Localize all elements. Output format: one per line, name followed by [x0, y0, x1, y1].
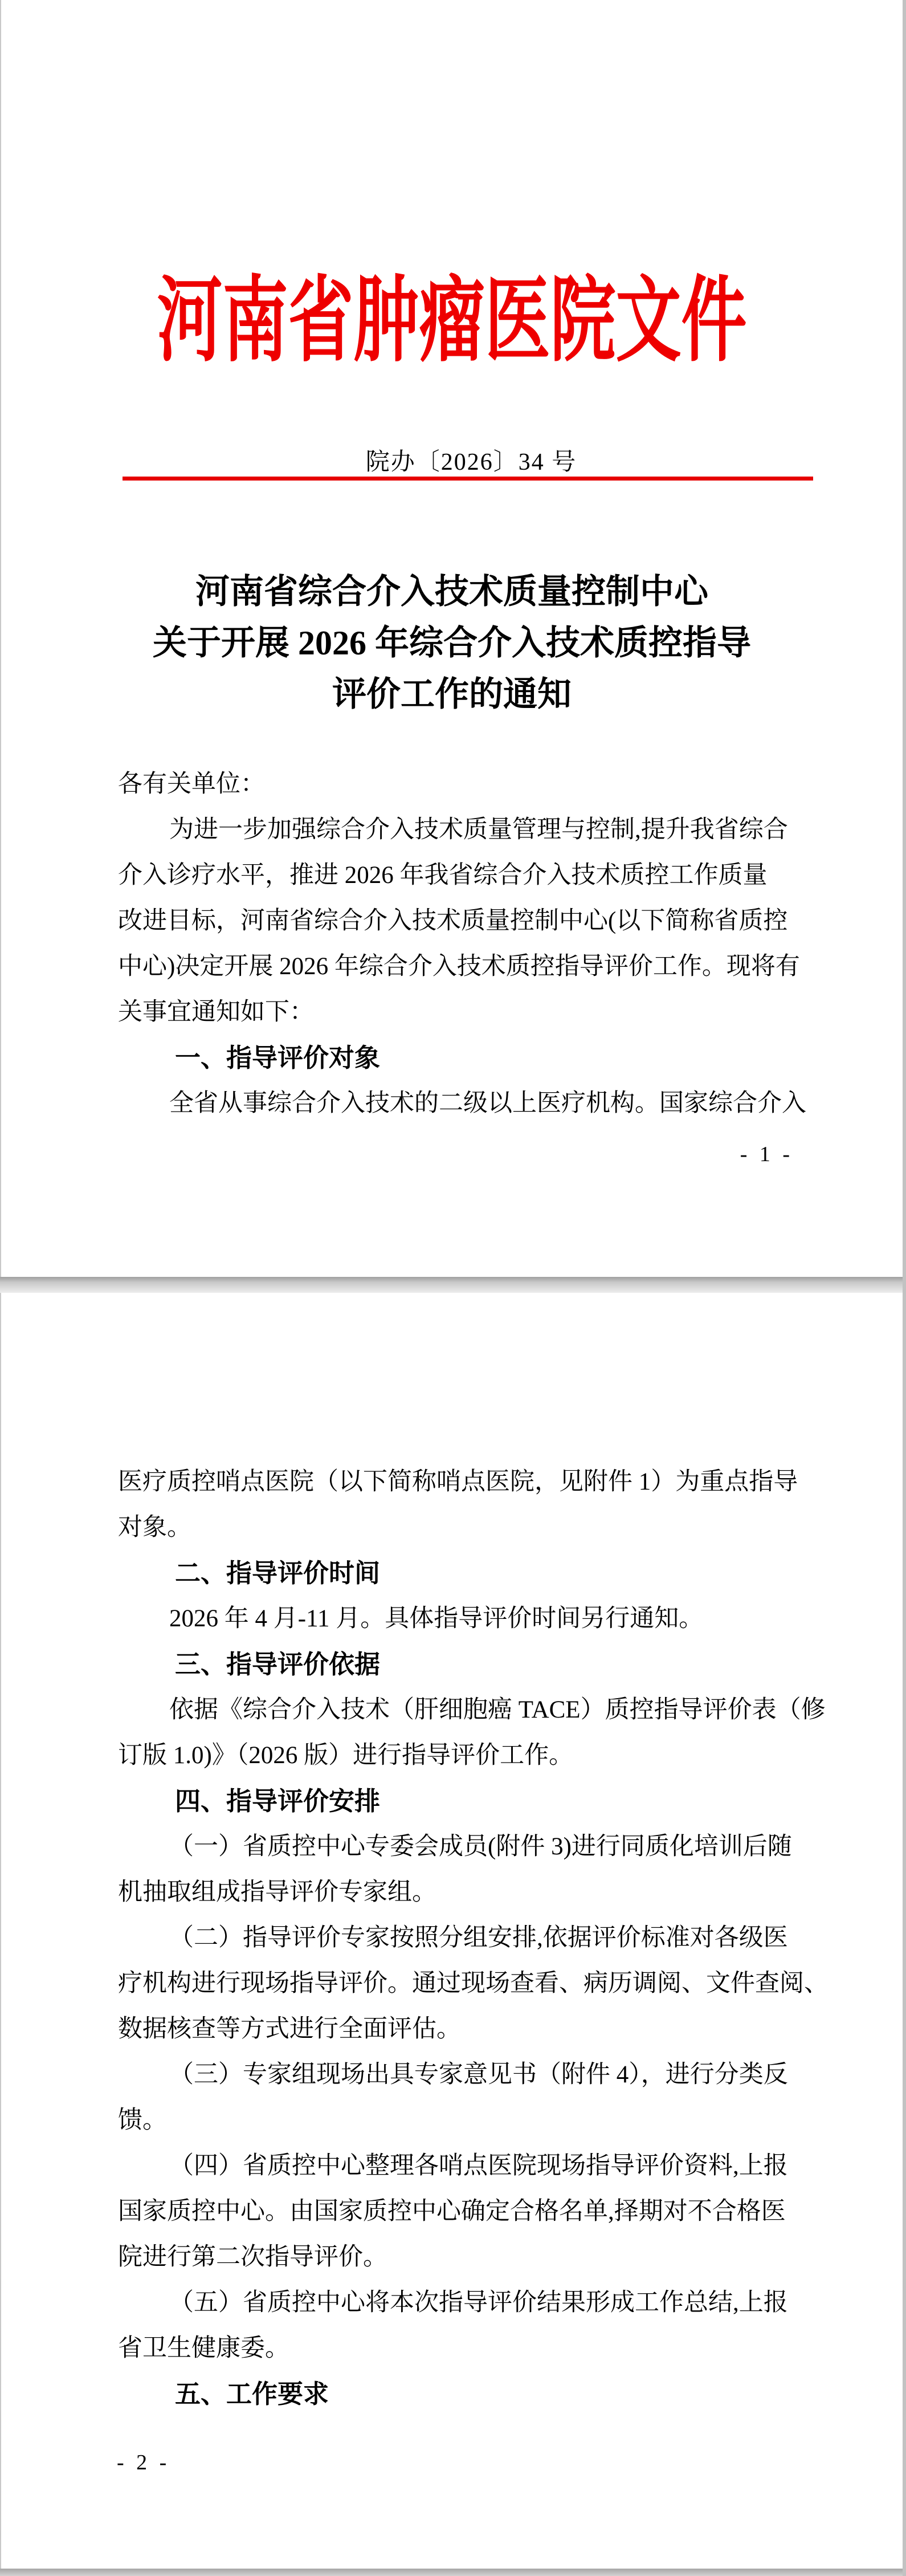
document-page-2	[1, 1293, 903, 2569]
letterhead-red-title: 河南省肿瘤医院文件	[157, 270, 747, 373]
body-line: 2026 年 4 月-11 月。具体指导评价时间另行通知。	[169, 1605, 704, 1632]
document-number: 院办〔2026〕34 号	[365, 449, 577, 475]
section-heading-3: 三、指导评价依据	[175, 1650, 381, 1679]
page2-body-text	[118, 1459, 829, 2417]
body-line: 依据《综合介入技术（肝细胞癌 TACE）质控指导评价表（修	[169, 1696, 826, 1723]
section-heading-5: 五、工作要求	[175, 2379, 329, 2408]
body-line: 馈。	[118, 2107, 167, 2134]
body-line: 改进目标，河南省综合介入技术质量控制中心(以下简称省质控	[118, 907, 788, 934]
document-page-1	[1, 0, 903, 1277]
page-number-1: - 1 -	[740, 1142, 793, 1166]
body-line: （二）指导评价专家按照分组安排,依据评价标准对各级医	[169, 1924, 788, 1951]
body-line: 疗机构进行现场指导评价。通过现场查看、病历调阅、文件查阅、	[118, 1970, 829, 1997]
body-line: 介入诊疗水平，推进 2026 年我省综合介入技术质控工作质量	[118, 862, 768, 889]
body-line: 国家质控中心。由国家质控中心确定合格名单,择期对不合格医	[118, 2198, 786, 2225]
section-heading-1: 一、指导评价对象	[175, 1043, 381, 1072]
body-line: 关事宜通知如下：	[118, 999, 314, 1025]
right-background-edge	[903, 0, 906, 2576]
body-line: 机抽取组成指导评价专家组。	[118, 1879, 436, 1906]
red-separator-line	[123, 477, 813, 481]
body-line: 医疗质控哨点医院（以下简称哨点医院，见附件 1）为重点指导	[118, 1468, 798, 1495]
body-line: （五）省质控中心将本次指导评价结果形成工作总结,上报	[169, 2289, 788, 2316]
notice-title	[1, 566, 903, 720]
body-line: 为进一步加强综合介入技术质量管理与控制,提升我省综合	[169, 816, 788, 843]
page-gap-shadow	[0, 1277, 906, 1293]
page-number-2: - 2 -	[117, 2451, 170, 2475]
body-line: （一）省质控中心专委会成员(附件 3)进行同质化培训后随	[169, 1833, 792, 1860]
notice-title-line: 河南省综合介入技术质量控制中心	[195, 573, 708, 611]
body-line: （三）专家组现场出具专家意见书（附件 4），进行分类反	[169, 2061, 788, 2088]
body-line: 省卫生健康委。	[118, 2335, 289, 2362]
notice-title-line: 评价工作的通知	[332, 675, 572, 713]
page1-body-text	[118, 762, 806, 1126]
body-line: 全省从事综合介入技术的二级以上医疗机构。国家综合介入	[169, 1090, 806, 1117]
body-line: 院进行第二次指导评价。	[118, 2244, 387, 2270]
body-line: 数据核查等方式进行全面评估。	[118, 2016, 461, 2042]
section-heading-2: 二、指导评价时间	[175, 1558, 381, 1588]
body-line: 中心)决定开展 2026 年综合介入技术质控指导评价工作。现将有	[118, 953, 800, 980]
body-line: 对象。	[118, 1514, 191, 1541]
body-line: 订版 1.0)》（2026 版）进行指导评价工作。	[118, 1742, 574, 1769]
salutation-line: 各有关单位：	[118, 771, 265, 797]
section-heading-4: 四、指导评价安排	[175, 1786, 381, 1816]
bottom-gap-shadow	[0, 2569, 906, 2576]
body-line: （四）省质控中心整理各哨点医院现场指导评价资料,上报	[169, 2152, 788, 2179]
notice-title-line: 关于开展 2026 年综合介入技术质控指导	[153, 624, 751, 662]
